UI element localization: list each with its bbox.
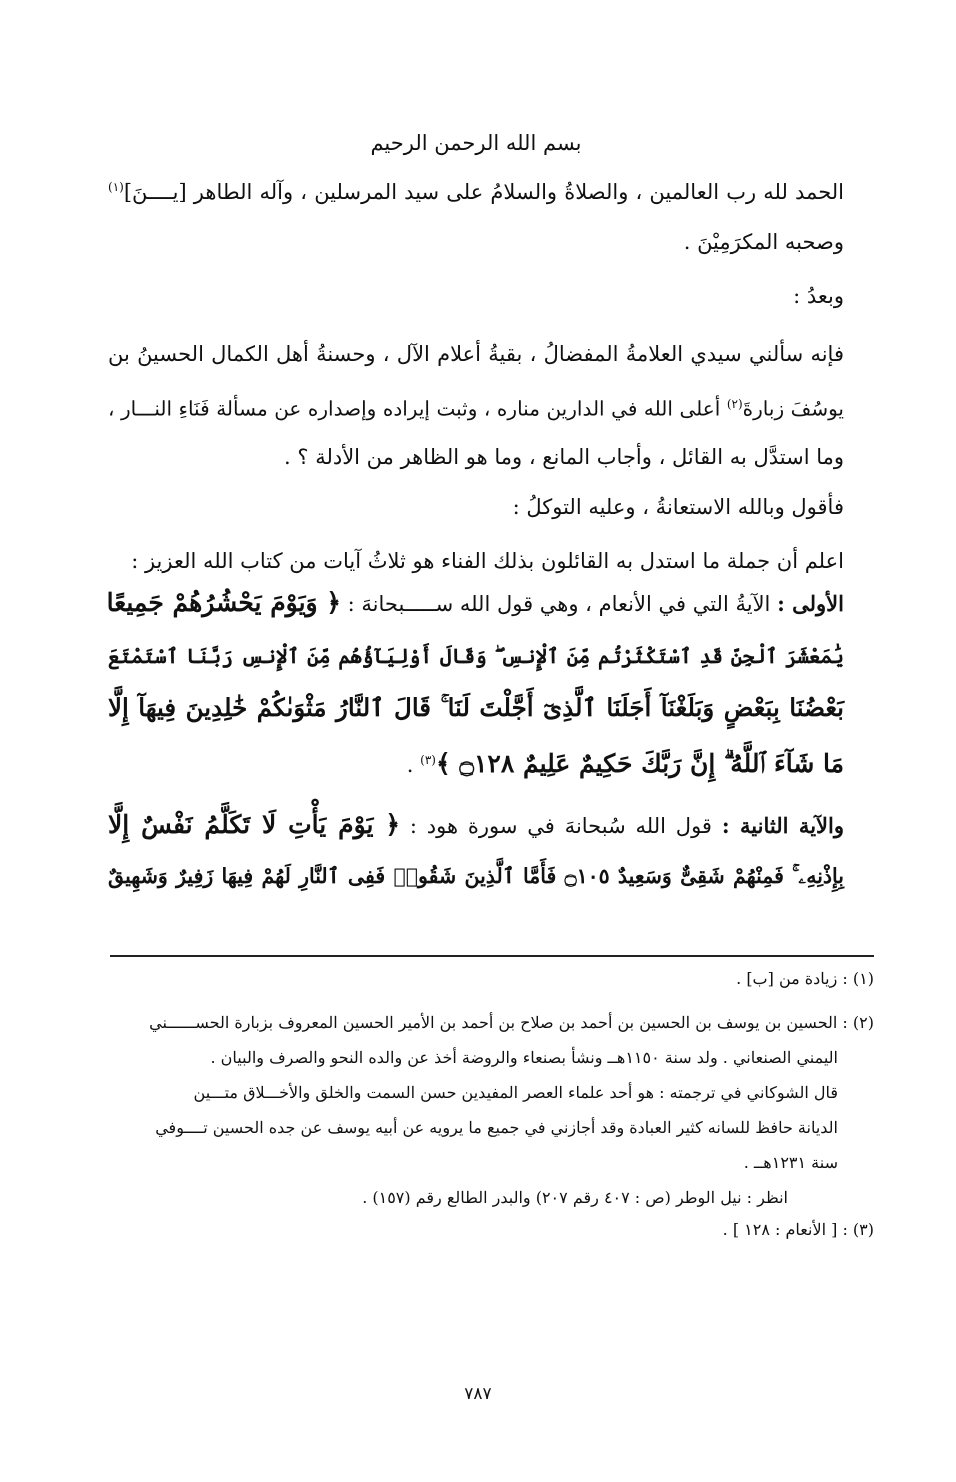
ayah2-intro-line <box>108 810 844 841</box>
footnotes <box>100 968 874 1241</box>
ayah2-label: والآية الثانية : <box>721 812 844 838</box>
footnote-2-line-3: قال الشوكاني في ترجمته : هو أحد علماء العصر المفيدين حسن السمت والخلق والأخـــلاق متـــين <box>193 1083 838 1102</box>
answer-intro: فأقول وبالله الاستعانةُ ، وعليه التوكلُ : <box>512 494 844 519</box>
footnote-ref-3: (٣) <box>420 752 436 767</box>
name-text: يوسُفَ زبارةَ <box>742 396 844 421</box>
question-line-1: فإنه سألني سيدي العلامةُ المفضالُ ، بقيةُ أعلام الآل ، وحسنةُ أهل الكمال الحسينُ بن <box>108 342 844 366</box>
ayah2-intro: قول الله سُبحانهَ في سورة هود : <box>409 813 712 838</box>
ayah1-label: الأولى : <box>777 590 844 616</box>
basmala: بسم الله الرحمن الرحيم <box>370 131 582 155</box>
footnote-2-line-5: سنة ١٢٣١هــ . <box>743 1153 838 1172</box>
sentence-end: . <box>406 752 421 777</box>
quran-verse: ﴿ يَوْمَ يَأْتِ لَا تَكَلَّمُ نَفْسٌ إِلَّا <box>108 809 400 839</box>
question-text: أعلى الله في الدارين مناره ، وثبت إيراده وإصداره عن مسألة فَنَاءِ النـــار ، <box>108 396 721 421</box>
wabad-line: وبعدُ : <box>793 284 844 308</box>
footnote-ref-1: (١) <box>108 180 124 194</box>
footnote-ref-2: (٢) <box>726 397 743 411</box>
main-text <box>108 128 844 891</box>
intro-text: الحمد لله رب العالمين ، والصلاةُ والسلامُ على سيد المرسلين ، وآله الطاهر [يــــنَ] <box>123 180 844 204</box>
footnote-2-line-4: الديانة حافظ للسانه كثير العبادة وقد أجازني في جميع ما يرويه عن أبيه يوسف عن جده الحسين تــــوفي <box>155 1118 838 1137</box>
ayah1-intro-line <box>108 588 844 619</box>
quran-verse-line: بَعْضُنَا بِبَعْضٍ وَبَلَغْنَآ أَجَلَنَا ٱلَّذِىٓ أَجَّلْتَ لَنَا ۚ قَالَ ٱلنَّارُ مَثْوَىٰكُمْ خَٰلِدِينَ فِيهَآ إِلَّا <box>108 692 844 722</box>
page-number: ٧٨٧ <box>464 1384 492 1404</box>
quran-verse-end-line <box>108 745 844 780</box>
intro-line-2: وصحبه المكرَمِيْنَ . <box>683 230 844 254</box>
ayah1-intro: الآيةُ التي في الأنعام ، وهي قول الله ســـــبحانهَ : <box>347 591 771 616</box>
quran-verse-line: بِإِذْنِهِۦ ۚ فَمِنْهُمْ شَقِىٌّ وَسَعِيدٌ ۝١٠٥ فَأَمَّا ٱلَّذِينَ شَقُوا۟ فَفِى ٱلنَّارِ لَهُمْ فِيهَا زَفِيرٌ وَشَهِيقٌ <box>108 863 844 888</box>
knowledge-line: اعلم أن جملة ما استدل به القائلون بذلك الفناء هو ثلاثُ آيات من كتاب الله العزيز : <box>131 548 844 573</box>
footnote-2-line-2: اليمني الصنعاني . ولد سنة ١١٥٠هــ ونشأ بصنعاء والروضة أخذ عن والده النحو والصرف والبيان . <box>210 1048 838 1067</box>
footnote-2-line-6: انظر : نيل الوطر (ص : ٤٠٧ رقم ٢٠٧) والبدر الطالع رقم (١٥٧) . <box>362 1188 788 1207</box>
quran-verse: مَا شَآءَ ٱللَّهُ ۗ إِنَّ رَبَّكَ حَكِيمٌ عَلِيمٌ ۝١٢٨ ﴾ <box>435 748 844 778</box>
question-line-3: وما استدَّل به القائل ، وأجاب المانع ، وما هو الظاهر من الأدلة ؟ . <box>284 444 844 469</box>
footnote-2-line-1: (٢) : الحسين بن يوسف بن الحسين بن أحمد بن صلاح بن أحمد بن الأمير الحسين المعروف بزبارة الحســــــني <box>149 1013 874 1032</box>
footnote-3: (٣) : [ الأنعام : ١٢٨ ] . <box>722 1220 874 1239</box>
intro-line-1 <box>108 172 844 207</box>
question-line-2 <box>108 389 844 424</box>
footnote-1: (١) : زيادة من [ب] . <box>736 969 874 988</box>
quran-verse: ﴿ وَيَوْمَ يَحْشُرُهُمْ جَمِيعًا <box>106 587 341 617</box>
quran-verse-line: يَٰمَعْشَرَ ٱلْجِنِّ قَدِ ٱسْتَكْثَرْتُم مِّنَ ٱلْإِنسِ ۖ وَقَالَ أَوْلِيَآؤُهُم مِّنَ ٱلْإِنسِ رَبَّنَا ٱسْتَمْتَعَ <box>108 643 844 668</box>
footnote-separator <box>110 955 874 957</box>
